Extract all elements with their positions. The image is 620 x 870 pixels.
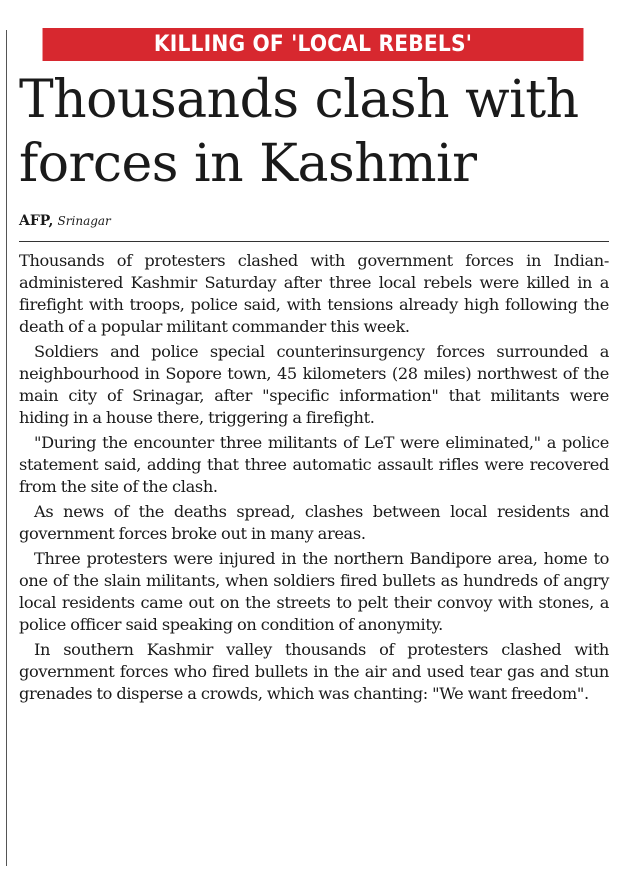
paragraph-3: "During the encounter three militants of LeT were eliminated," a police statement said, adding that three automatic assault rifles were recovered from the site of the clash. [19, 433, 609, 496]
column-rule [6, 30, 7, 866]
paragraph-1: Thousands of protesters clashed with government forces in Indian-administered Kashmir Saturday after three local rebels were killed in a firefight with troops, police said, with tensions already high following the death of a popular militant commander this week. [19, 251, 609, 336]
byline-place: Srinagar [57, 214, 111, 228]
headline [19, 68, 609, 196]
kicker-banner: KILLING OF 'LOCAL REBELS' [43, 28, 584, 61]
byline-divider [19, 241, 609, 242]
paragraph-6: In southern Kashmir valley thousands of protesters clashed with government forces who fired bullets in the air and used tear gas and stun grenades to disperse a crowds, which was chanting: "We want freedom". [19, 640, 609, 703]
headline-line-1: Thousands clash with [19, 70, 579, 130]
paragraph-4: As news of the deaths spread, clashes between local residents and government forces broke out in many areas. [19, 502, 609, 543]
paragraph-2: Soldiers and police special counterinsurgency forces surrounded a neighbourhood in Sopore town, 45 kilometers (28 miles) northwest of the main city of Srinagar, after "specific information" that militants were hiding in a house there, triggering a firefight. [19, 342, 609, 427]
byline-agency: AFP, [19, 213, 54, 229]
byline [19, 212, 111, 231]
paragraph-5: Three protesters were injured in the northern Bandipore area, home to one of the slain militants, when soldiers fired bullets as hundreds of angry local residents came out on the streets to pelt their convoy with stones, a police officer said speaking on condition of anonymity. [19, 549, 609, 634]
article-body [19, 250, 609, 708]
headline-line-2: forces in Kashmir [19, 134, 477, 194]
